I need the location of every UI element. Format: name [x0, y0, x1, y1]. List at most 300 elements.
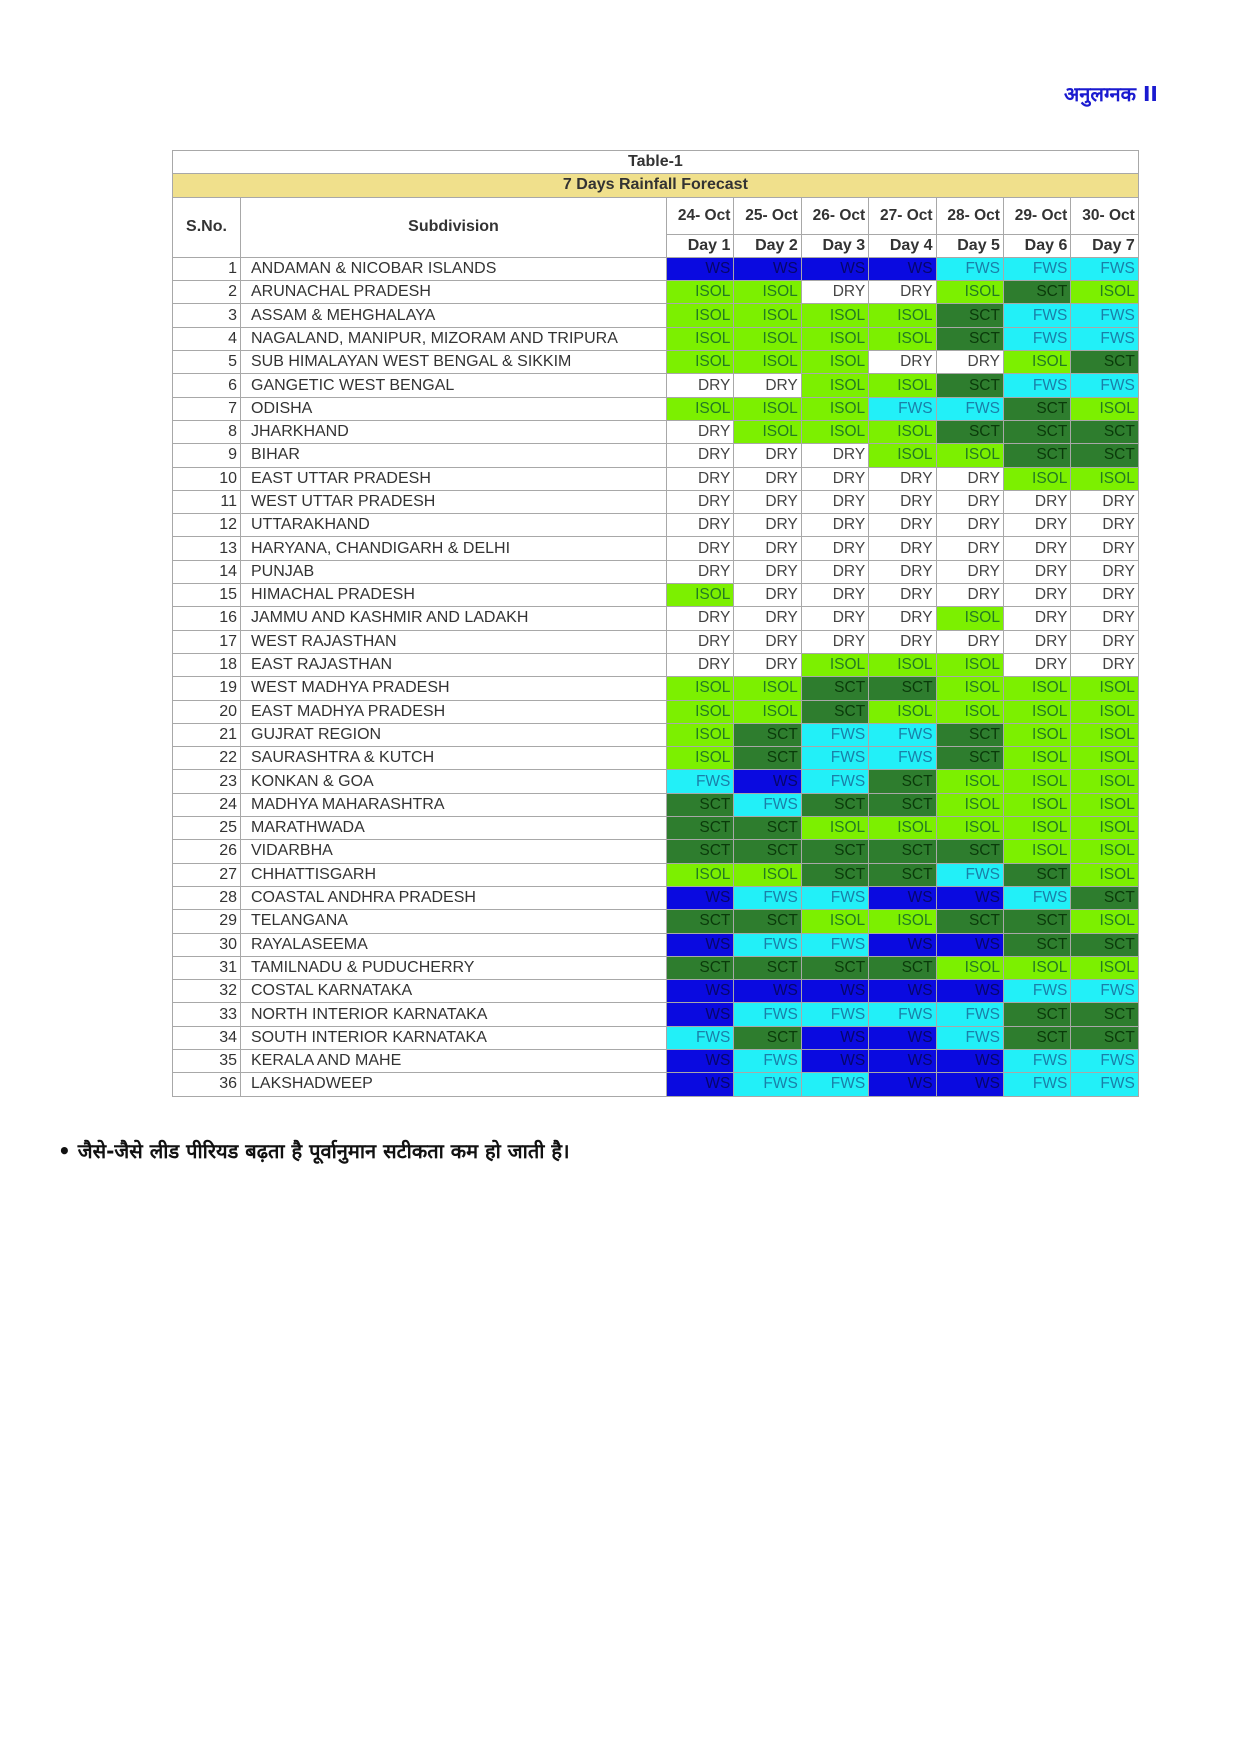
forecast-cell: FWS: [1003, 304, 1070, 327]
forecast-cell: FWS: [1003, 1049, 1070, 1072]
table-row: [173, 467, 1139, 490]
forecast-cell: SCT: [734, 1026, 801, 1049]
forecast-cell: SCT: [1003, 444, 1070, 467]
forecast-cell: FWS: [734, 886, 801, 909]
forecast-cell: ISOL: [801, 304, 868, 327]
row-sno: 16: [173, 607, 241, 630]
row-subdivision: TELANGANA: [241, 910, 667, 933]
forecast-cell: ISOL: [1071, 840, 1138, 863]
forecast-cell: ISOL: [1003, 351, 1070, 374]
row-subdivision: WEST RAJASTHAN: [241, 630, 667, 653]
forecast-cell: DRY: [869, 281, 936, 304]
forecast-cell: SCT: [801, 840, 868, 863]
annexure-label: अनुलग्नक II: [1064, 82, 1158, 106]
forecast-cell: SCT: [667, 956, 734, 979]
row-sno: 9: [173, 444, 241, 467]
row-sno: 19: [173, 677, 241, 700]
forecast-cell: DRY: [667, 444, 734, 467]
forecast-cell: FWS: [1003, 327, 1070, 350]
forecast-cell: WS: [869, 1026, 936, 1049]
table-row: [173, 863, 1139, 886]
forecast-cell: DRY: [1071, 514, 1138, 537]
row-sno: 14: [173, 560, 241, 583]
forecast-cell: SCT: [1003, 420, 1070, 443]
forecast-cell: ISOL: [1071, 817, 1138, 840]
table-title: Table-1: [173, 151, 1139, 174]
forecast-cell: DRY: [1003, 537, 1070, 560]
forecast-cell: ISOL: [1071, 467, 1138, 490]
forecast-cell: ISOL: [1003, 723, 1070, 746]
table-row: [173, 1073, 1139, 1096]
forecast-cell: FWS: [1071, 304, 1138, 327]
forecast-cell: DRY: [801, 444, 868, 467]
table-row: [173, 281, 1139, 304]
forecast-cell: SCT: [1071, 933, 1138, 956]
table-row: [173, 514, 1139, 537]
forecast-cell: ISOL: [801, 910, 868, 933]
row-subdivision: SUB HIMALAYAN WEST BENGAL & SIKKIM: [241, 351, 667, 374]
forecast-cell: DRY: [869, 630, 936, 653]
forecast-cell: WS: [936, 980, 1003, 1003]
forecast-cell: FWS: [801, 1073, 868, 1096]
row-sno: 26: [173, 840, 241, 863]
forecast-cell: ISOL: [801, 374, 868, 397]
forecast-cell: DRY: [1071, 490, 1138, 513]
table-row: [173, 840, 1139, 863]
forecast-cell: ISOL: [1071, 770, 1138, 793]
forecast-cell: ISOL: [936, 700, 1003, 723]
forecast-cell: ISOL: [936, 444, 1003, 467]
table-row: [173, 723, 1139, 746]
forecast-cell: DRY: [936, 351, 1003, 374]
forecast-cell: DRY: [1003, 490, 1070, 513]
table-row: [173, 1003, 1139, 1026]
forecast-cell: DRY: [1003, 584, 1070, 607]
forecast-cell: DRY: [734, 630, 801, 653]
header-day: Day 4: [869, 234, 936, 257]
forecast-cell: ISOL: [667, 677, 734, 700]
forecast-cell: FWS: [734, 1073, 801, 1096]
forecast-cell: ISOL: [1003, 467, 1070, 490]
forecast-cell: SCT: [667, 793, 734, 816]
footnote: • जैसे-जैसे लीड पीरियड बढ़ता है पूर्वानुमान सटीकता कम हो जाती है।: [58, 1139, 570, 1163]
forecast-cell: SCT: [936, 747, 1003, 770]
row-subdivision: HIMACHAL PRADESH: [241, 584, 667, 607]
forecast-cell: DRY: [936, 467, 1003, 490]
forecast-cell: SCT: [869, 956, 936, 979]
row-sno: 1: [173, 257, 241, 280]
forecast-cell: ISOL: [801, 420, 868, 443]
forecast-cell: DRY: [936, 537, 1003, 560]
forecast-cell: ISOL: [1071, 910, 1138, 933]
forecast-cell: ISOL: [1071, 793, 1138, 816]
forecast-cell: ISOL: [1071, 700, 1138, 723]
table-row: [173, 397, 1139, 420]
forecast-cell: WS: [667, 257, 734, 280]
table-row: [173, 747, 1139, 770]
forecast-cell: WS: [936, 886, 1003, 909]
forecast-cell: ISOL: [869, 374, 936, 397]
forecast-cell: ISOL: [667, 397, 734, 420]
forecast-cell: ISOL: [667, 304, 734, 327]
forecast-cell: SCT: [1003, 397, 1070, 420]
forecast-cell: DRY: [869, 560, 936, 583]
table-row: [173, 653, 1139, 676]
forecast-cell: FWS: [1071, 257, 1138, 280]
forecast-cell: ISOL: [1003, 793, 1070, 816]
forecast-cell: ISOL: [801, 351, 868, 374]
forecast-cell: DRY: [936, 490, 1003, 513]
forecast-cell: DRY: [936, 514, 1003, 537]
forecast-cell: ISOL: [667, 747, 734, 770]
header-date: 27- Oct: [869, 197, 936, 234]
table-row: [173, 537, 1139, 560]
table-row: [173, 560, 1139, 583]
row-subdivision: RAYALASEEMA: [241, 933, 667, 956]
row-sno: 24: [173, 793, 241, 816]
forecast-cell: WS: [801, 980, 868, 1003]
forecast-cell: SCT: [1071, 351, 1138, 374]
forecast-cell: DRY: [667, 630, 734, 653]
forecast-cell: SCT: [936, 723, 1003, 746]
row-sno: 7: [173, 397, 241, 420]
row-subdivision: NORTH INTERIOR KARNATAKA: [241, 1003, 667, 1026]
forecast-cell: SCT: [801, 700, 868, 723]
forecast-cell: SCT: [936, 420, 1003, 443]
forecast-cell: SCT: [1071, 886, 1138, 909]
row-subdivision: WEST UTTAR PRADESH: [241, 490, 667, 513]
table-row: [173, 956, 1139, 979]
table-row: [173, 886, 1139, 909]
row-sno: 11: [173, 490, 241, 513]
forecast-cell: ISOL: [936, 653, 1003, 676]
row-subdivision: HARYANA, CHANDIGARH & DELHI: [241, 537, 667, 560]
forecast-cell: FWS: [936, 863, 1003, 886]
row-sno: 15: [173, 584, 241, 607]
row-sno: 36: [173, 1073, 241, 1096]
forecast-cell: SCT: [1003, 1003, 1070, 1026]
forecast-cell: WS: [667, 980, 734, 1003]
forecast-cell: SCT: [1071, 1003, 1138, 1026]
forecast-cell: ISOL: [1003, 770, 1070, 793]
forecast-cell: WS: [869, 1049, 936, 1072]
forecast-cell: WS: [869, 933, 936, 956]
table-row: [173, 1049, 1139, 1072]
forecast-cell: DRY: [667, 420, 734, 443]
table-row: [173, 420, 1139, 443]
table-row: [173, 607, 1139, 630]
header-sno: S.No.: [173, 197, 241, 257]
row-sno: 17: [173, 630, 241, 653]
forecast-cell: WS: [667, 1049, 734, 1072]
forecast-cell: DRY: [801, 630, 868, 653]
header-day: Day 7: [1071, 234, 1138, 257]
forecast-cell: DRY: [1071, 584, 1138, 607]
header-day: Day 1: [667, 234, 734, 257]
forecast-cell: DRY: [869, 467, 936, 490]
table-row: [173, 327, 1139, 350]
table-row: [173, 584, 1139, 607]
row-subdivision: ARUNACHAL PRADESH: [241, 281, 667, 304]
row-subdivision: PUNJAB: [241, 560, 667, 583]
table-row: [173, 351, 1139, 374]
row-sno: 5: [173, 351, 241, 374]
forecast-cell: SCT: [869, 677, 936, 700]
forecast-cell: ISOL: [869, 444, 936, 467]
row-subdivision: LAKSHADWEEP: [241, 1073, 667, 1096]
forecast-cell: SCT: [936, 374, 1003, 397]
row-subdivision: ASSAM & MEHGHALAYA: [241, 304, 667, 327]
header-date: 30- Oct: [1071, 197, 1138, 234]
forecast-cell: WS: [869, 886, 936, 909]
forecast-cell: ISOL: [667, 351, 734, 374]
forecast-cell: SCT: [1003, 933, 1070, 956]
row-sno: 27: [173, 863, 241, 886]
forecast-cell: FWS: [869, 747, 936, 770]
forecast-cell: SCT: [801, 677, 868, 700]
forecast-cell: WS: [936, 1073, 1003, 1096]
forecast-cell: FWS: [734, 1003, 801, 1026]
forecast-cell: DRY: [734, 653, 801, 676]
forecast-cell: DRY: [936, 560, 1003, 583]
forecast-cell: SCT: [667, 817, 734, 840]
table-row: [173, 933, 1139, 956]
row-sno: 34: [173, 1026, 241, 1049]
forecast-cell: SCT: [869, 793, 936, 816]
forecast-cell: ISOL: [1071, 723, 1138, 746]
forecast-cell: ISOL: [936, 793, 1003, 816]
row-sno: 13: [173, 537, 241, 560]
forecast-cell: ISOL: [734, 327, 801, 350]
row-subdivision: SAURASHTRA & KUTCH: [241, 747, 667, 770]
forecast-cell: WS: [801, 1026, 868, 1049]
forecast-cell: DRY: [667, 607, 734, 630]
forecast-cell: ISOL: [734, 281, 801, 304]
forecast-cell: FWS: [869, 723, 936, 746]
rainfall-forecast-table: [172, 150, 1139, 1097]
row-subdivision: SOUTH INTERIOR KARNATAKA: [241, 1026, 667, 1049]
forecast-cell: SCT: [801, 863, 868, 886]
forecast-cell: DRY: [734, 467, 801, 490]
forecast-cell: FWS: [1071, 327, 1138, 350]
forecast-cell: FWS: [1071, 1049, 1138, 1072]
forecast-cell: DRY: [869, 514, 936, 537]
table-row: [173, 257, 1139, 280]
row-subdivision: VIDARBHA: [241, 840, 667, 863]
forecast-cell: ISOL: [801, 327, 868, 350]
forecast-cell: FWS: [1003, 886, 1070, 909]
forecast-cell: WS: [734, 770, 801, 793]
forecast-cell: DRY: [734, 444, 801, 467]
forecast-cell: SCT: [734, 817, 801, 840]
forecast-cell: SCT: [869, 840, 936, 863]
row-subdivision: EAST MADHYA PRADESH: [241, 700, 667, 723]
header-day: Day 6: [1003, 234, 1070, 257]
forecast-cell: ISOL: [936, 956, 1003, 979]
forecast-cell: FWS: [801, 933, 868, 956]
forecast-cell: ISOL: [734, 420, 801, 443]
row-subdivision: JAMMU AND KASHMIR AND LADAKH: [241, 607, 667, 630]
table-row: [173, 700, 1139, 723]
table-row: [173, 444, 1139, 467]
forecast-cell: SCT: [1003, 910, 1070, 933]
forecast-cell: SCT: [1071, 444, 1138, 467]
forecast-cell: ISOL: [1071, 956, 1138, 979]
forecast-cell: FWS: [936, 397, 1003, 420]
row-sno: 3: [173, 304, 241, 327]
table-row: [173, 910, 1139, 933]
row-sno: 20: [173, 700, 241, 723]
forecast-cell: DRY: [869, 490, 936, 513]
forecast-cell: DRY: [869, 584, 936, 607]
row-subdivision: EAST UTTAR PRADESH: [241, 467, 667, 490]
forecast-cell: DRY: [667, 537, 734, 560]
forecast-cell: SCT: [734, 723, 801, 746]
forecast-cell: WS: [734, 980, 801, 1003]
forecast-cell: DRY: [667, 653, 734, 676]
forecast-cell: SCT: [869, 863, 936, 886]
row-subdivision: TAMILNADU & PUDUCHERRY: [241, 956, 667, 979]
header-date: 28- Oct: [936, 197, 1003, 234]
header-date: 24- Oct: [667, 197, 734, 234]
row-sno: 2: [173, 281, 241, 304]
forecast-cell: FWS: [801, 747, 868, 770]
row-sno: 29: [173, 910, 241, 933]
table-row: [173, 374, 1139, 397]
row-sno: 32: [173, 980, 241, 1003]
row-subdivision: UTTARAKHAND: [241, 514, 667, 537]
forecast-cell: ISOL: [667, 327, 734, 350]
forecast-cell: ISOL: [869, 700, 936, 723]
forecast-cell: SCT: [734, 910, 801, 933]
forecast-cell: ISOL: [1071, 747, 1138, 770]
row-subdivision: BIHAR: [241, 444, 667, 467]
forecast-cell: DRY: [734, 537, 801, 560]
forecast-cell: DRY: [1003, 607, 1070, 630]
row-sno: 31: [173, 956, 241, 979]
row-sno: 23: [173, 770, 241, 793]
forecast-cell: ISOL: [869, 817, 936, 840]
forecast-cell: DRY: [801, 467, 868, 490]
forecast-cell: DRY: [734, 584, 801, 607]
forecast-cell: ISOL: [1003, 956, 1070, 979]
row-sno: 21: [173, 723, 241, 746]
forecast-cell: FWS: [1071, 374, 1138, 397]
forecast-cell: WS: [734, 257, 801, 280]
forecast-cell: ISOL: [1003, 840, 1070, 863]
forecast-cell: SCT: [1003, 281, 1070, 304]
forecast-cell: DRY: [1003, 514, 1070, 537]
forecast-cell: FWS: [801, 1003, 868, 1026]
forecast-cell: DRY: [1003, 653, 1070, 676]
table-row: [173, 677, 1139, 700]
forecast-cell: ISOL: [936, 770, 1003, 793]
forecast-cell: WS: [869, 1073, 936, 1096]
row-subdivision: COSTAL KARNATAKA: [241, 980, 667, 1003]
header-day: Day 2: [734, 234, 801, 257]
forecast-cell: ISOL: [734, 351, 801, 374]
forecast-cell: ISOL: [936, 677, 1003, 700]
table-row: [173, 817, 1139, 840]
forecast-cell: DRY: [667, 560, 734, 583]
forecast-cell: FWS: [801, 886, 868, 909]
header-date: 26- Oct: [801, 197, 868, 234]
forecast-cell: ISOL: [734, 304, 801, 327]
header-day: Day 3: [801, 234, 868, 257]
forecast-cell: FWS: [869, 397, 936, 420]
forecast-cell: DRY: [1071, 653, 1138, 676]
table-row: [173, 630, 1139, 653]
forecast-cell: DRY: [1003, 560, 1070, 583]
forecast-cell: ISOL: [667, 723, 734, 746]
row-subdivision: CHHATTISGARH: [241, 863, 667, 886]
forecast-cell: SCT: [1003, 863, 1070, 886]
forecast-cell: WS: [936, 1049, 1003, 1072]
forecast-cell: DRY: [869, 607, 936, 630]
row-sno: 25: [173, 817, 241, 840]
forecast-cell: DRY: [869, 351, 936, 374]
forecast-cell: FWS: [667, 770, 734, 793]
forecast-cell: FWS: [1003, 1073, 1070, 1096]
forecast-cell: SCT: [734, 747, 801, 770]
forecast-cell: ISOL: [734, 677, 801, 700]
forecast-cell: ISOL: [667, 281, 734, 304]
header-day: Day 5: [936, 234, 1003, 257]
header-subdivision: Subdivision: [241, 197, 667, 257]
forecast-cell: DRY: [734, 607, 801, 630]
forecast-cell: ISOL: [801, 397, 868, 420]
forecast-cell: SCT: [1003, 1026, 1070, 1049]
forecast-cell: SCT: [667, 910, 734, 933]
forecast-cell: DRY: [801, 490, 868, 513]
forecast-cell: ISOL: [869, 327, 936, 350]
forecast-cell: ISOL: [667, 863, 734, 886]
row-sno: 12: [173, 514, 241, 537]
forecast-cell: DRY: [801, 514, 868, 537]
forecast-cell: ISOL: [1003, 817, 1070, 840]
row-sno: 4: [173, 327, 241, 350]
forecast-cell: SCT: [801, 793, 868, 816]
forecast-cell: DRY: [1071, 630, 1138, 653]
forecast-cell: SCT: [936, 304, 1003, 327]
table-row: [173, 770, 1139, 793]
forecast-cell: DRY: [667, 467, 734, 490]
forecast-cell: ISOL: [1071, 281, 1138, 304]
forecast-cell: WS: [869, 257, 936, 280]
forecast-cell: DRY: [1071, 607, 1138, 630]
forecast-cell: DRY: [734, 374, 801, 397]
forecast-cell: FWS: [734, 1049, 801, 1072]
forecast-cell: SCT: [869, 770, 936, 793]
forecast-cell: DRY: [734, 490, 801, 513]
row-sno: 18: [173, 653, 241, 676]
forecast-cell: DRY: [801, 537, 868, 560]
row-sno: 10: [173, 467, 241, 490]
forecast-cell: SCT: [734, 840, 801, 863]
forecast-cell: DRY: [734, 560, 801, 583]
row-sno: 30: [173, 933, 241, 956]
forecast-cell: FWS: [734, 793, 801, 816]
forecast-cell: ISOL: [869, 653, 936, 676]
row-subdivision: WEST MADHYA PRADESH: [241, 677, 667, 700]
row-subdivision: EAST RAJASTHAN: [241, 653, 667, 676]
forecast-cell: FWS: [1003, 374, 1070, 397]
forecast-cell: DRY: [1003, 630, 1070, 653]
header-date: 29- Oct: [1003, 197, 1070, 234]
forecast-cell: ISOL: [801, 653, 868, 676]
row-sno: 33: [173, 1003, 241, 1026]
row-subdivision: GANGETIC WEST BENGAL: [241, 374, 667, 397]
